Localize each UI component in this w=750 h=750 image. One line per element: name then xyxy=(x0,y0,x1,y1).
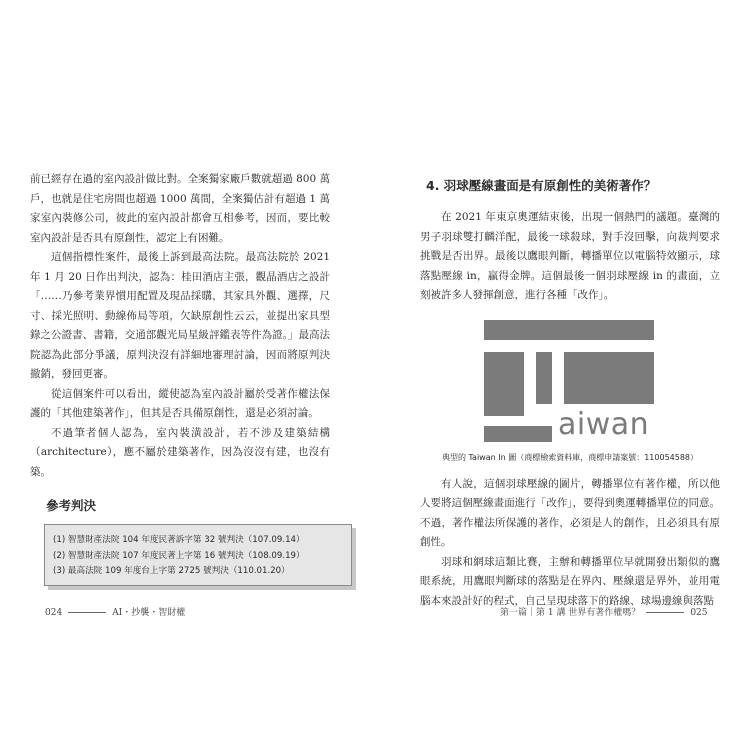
logo-top-bar xyxy=(484,320,654,340)
left-page xyxy=(30,170,330,586)
reference-item: (1) 智慧財產法院 104 年度民著訴字第 32 號判決（107.09.14） xyxy=(53,535,305,545)
figure-caption: 典型的 Taiwan In 圖（商標檢索資料庫，商標申請案號：110054588） xyxy=(441,452,699,462)
body-paragraph: 在 2021 年東京奧運結束後，出現一個熱門的議題。臺灣的男子羽球雙打麟洋配，最後一球殺球，對手沒回擊，向裁判要求挑戰是否出界。最後以鷹眼判斷，轉播單位以電腦特效顯示，球落點壓線 in，贏得金牌。這個最後一個羽球壓線 in 的畫面，立刻被許多人發揮創意，進行各種「改作」。 xyxy=(420,211,720,301)
body-paragraph: 不過筆者個人認為，室內裝潢設計，若不涉及建築結構（architecture），應不屬於建築著作，因為沒沒有建，也沒有築。 xyxy=(30,426,330,478)
page-number: 024 xyxy=(45,608,63,618)
logo-right-block xyxy=(564,352,654,404)
logo-left-block xyxy=(484,352,524,416)
reference-item: (2) 智慧財產法院 107 年度民著上字第 16 號判決（108.09.19） xyxy=(53,550,305,561)
references-box xyxy=(44,524,352,586)
taiwan-in-logo-figure xyxy=(484,320,654,442)
running-chapter: 第一篇｜第 1 講 世界有著作權嗎？ xyxy=(500,608,641,618)
references-heading: 參考判決 xyxy=(46,498,97,513)
body-paragraph: 羽球和網球這類比賽，主辦和轉播單位早就開發出類似的鷹眼系統，用鷹眼判斷球的落點是在界內、壓線還是界外，並用電腦本來設計好的程式，自己呈現球落下的路線、球場邊線與落點 xyxy=(420,555,720,607)
logo-wordmark: aiwan xyxy=(558,406,650,442)
body-paragraph: 有人說，這個羽球壓線的圖片，轉播單位有著作權，所以他人要將這個壓線畫面進行「改作」，要得到奧運轉播單位的同意。不過，著作權法所保護的著作，必須是人的創作，且必須具有原創性。 xyxy=(420,477,720,548)
body-paragraph: 從這個案件可以看出，縱使認為室內設計屬於受著作權法保護的「其他建築著作」，但其是否具備原創性，還是必須討論。 xyxy=(30,387,330,419)
logo-t-stem xyxy=(536,352,552,404)
right-page xyxy=(420,170,720,611)
footer-rule xyxy=(68,612,106,613)
section-heading: 4. 羽球壓線畫面是有原創性的美術著作？ xyxy=(426,178,657,193)
reference-item: (3) 最高法院 109 年度台上字第 2725 號判決（110.01.20） xyxy=(53,566,290,576)
running-title: AI・抄襲・智財權 xyxy=(112,608,186,618)
page-number: 025 xyxy=(690,608,708,618)
left-footer xyxy=(45,605,185,618)
footer-rule xyxy=(646,612,684,613)
logo-bottom-bar xyxy=(484,426,552,442)
right-footer xyxy=(500,605,708,618)
body-paragraph: 前已經存在過的室內設計做比對。全案獨家廠戶數就超過 800 萬戶，也就是住宅房間也超過 1000 萬間，全案獨估計有超過 1 萬家室內裝修公司，彼此的室內設計都會互相參考，因而，要比較室內設計是否具有原創性，認定上有困難。 xyxy=(30,173,330,244)
body-paragraph: 這個指標性案件，最後上訴到最高法院。最高法院於 2021 年 1 月 20 日作出判決，認為：桂田酒店主張，觀晶酒店之設計「……乃參考業界慣用配置及現品採購，其家具外觀、選擇，尺寸、採光照明、動線佈局等項，欠缺原創性云云，並提出家具型錄之公證書、書籍，交通部觀光局星級評鑑表等件為證。」最高法院認為此部分爭議，原判決沒有詳細地審理討論，因而將原判決撤銷，發回更審。 xyxy=(30,251,330,380)
